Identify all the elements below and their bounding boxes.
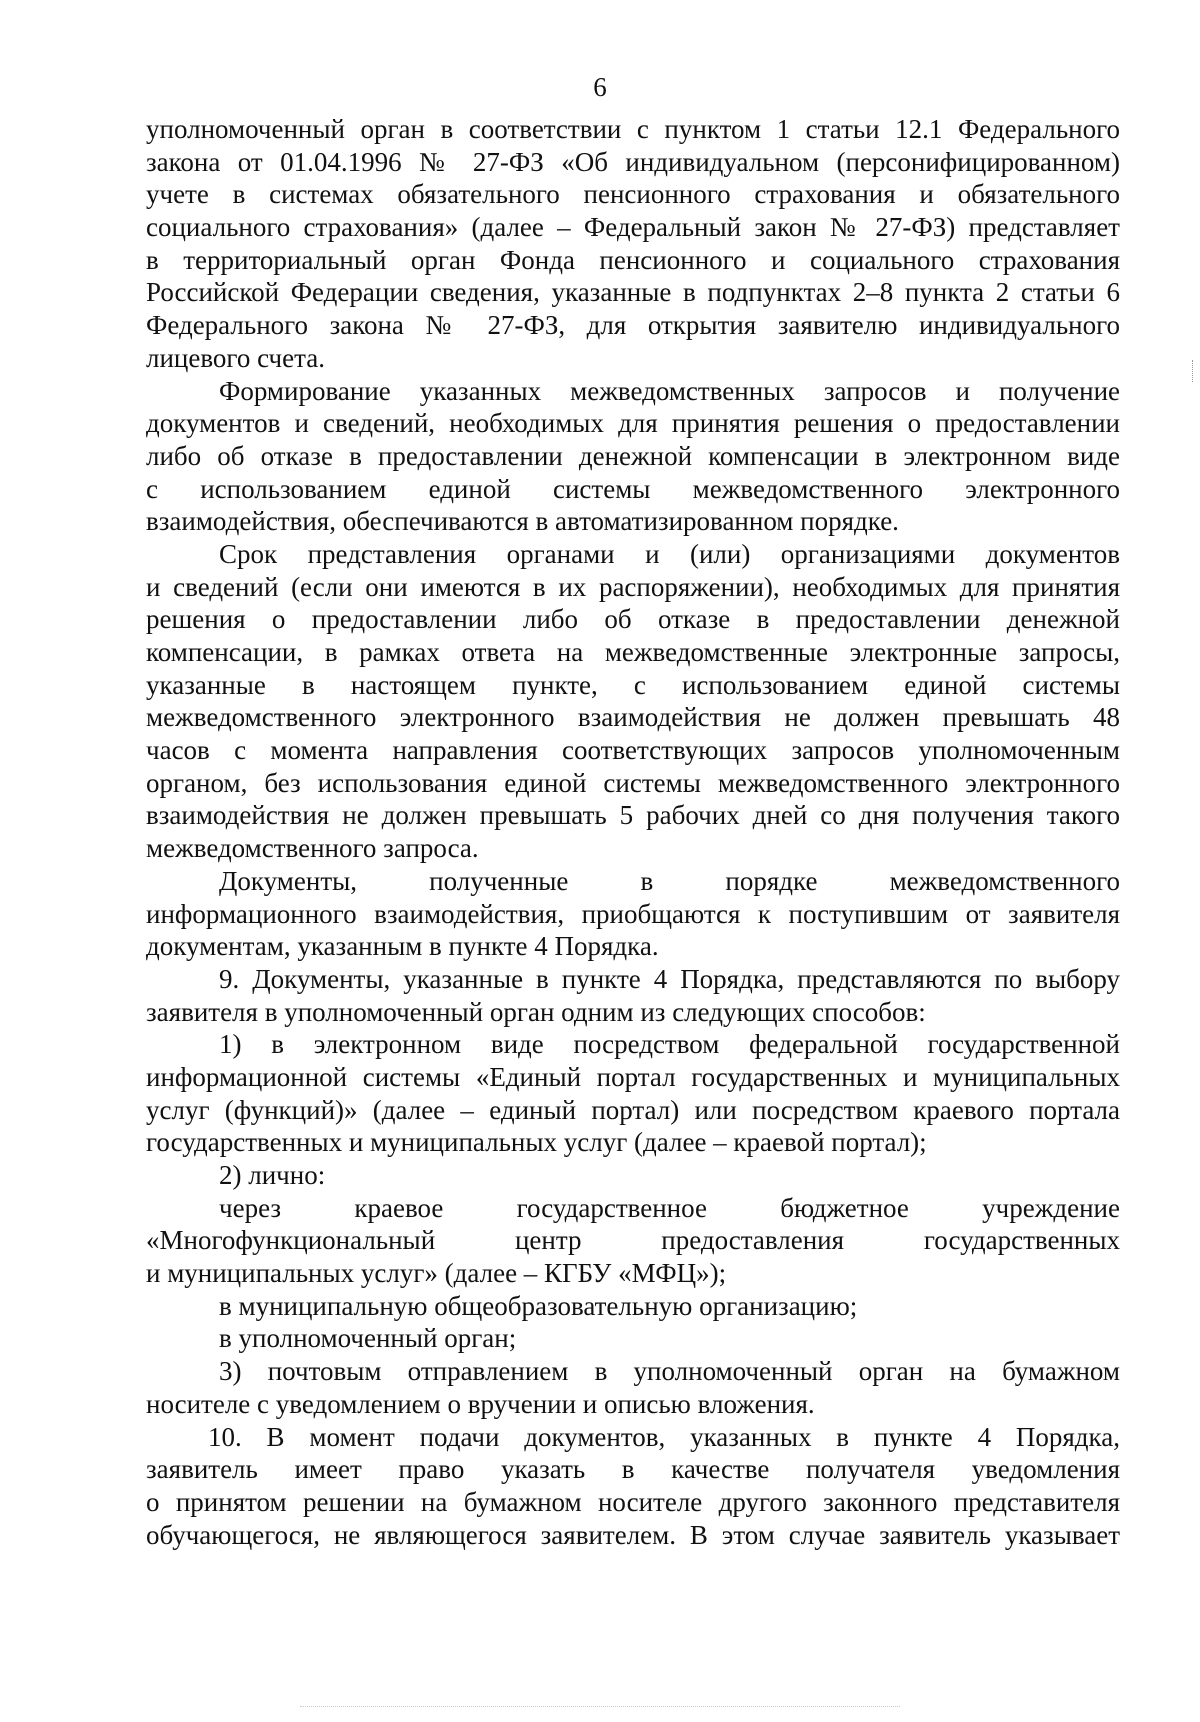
- text-line: Срок представления органами и (или) организациями документов: [219, 538, 1120, 569]
- text-line: с использованием единой системы межведомственного электронного: [146, 473, 1120, 504]
- text-line: часов с момента направления соответствующих запросов уполномоченным: [146, 735, 1120, 766]
- text-line: закона от 01.04.1996 № 27-ФЗ «Об индивидуальном (персонифицированном): [146, 146, 1120, 177]
- text-line: межведомственного запроса.: [146, 833, 479, 864]
- text-line: 10. В момент подачи документов, указанных в пункте 4 Порядка,: [208, 1421, 1120, 1452]
- text-line: 2) лично:: [219, 1160, 326, 1190]
- text-line: документам, указанным в пункте 4 Порядка.: [146, 931, 659, 962]
- text-line: органом, без использования единой системы межведомственного электронного: [146, 767, 1120, 798]
- text-line: «Многофункциональный центр предоставления государственных: [146, 1225, 1120, 1256]
- page-number: 6: [593, 72, 607, 102]
- text-line: через краевое государственное бюджетное учреждение: [219, 1192, 1120, 1223]
- text-line: 3) почтовым отправлением в уполномоченный орган на бумажном: [219, 1356, 1120, 1387]
- text-line: социального страхования» (далее – Федеральный закон № 27-ФЗ) представляет: [146, 212, 1120, 243]
- scan-artifact: [1192, 360, 1195, 382]
- text-line: заявителя в уполномоченный орган одним из следующих способов:: [146, 996, 926, 1027]
- text-line: информационной системы «Единый портал государственных и муниципальных: [146, 1061, 1120, 1092]
- text-line: учете в системах обязательного пенсионного страхования и обязательного: [146, 179, 1120, 210]
- text-line: Российской Федерации сведения, указанные в подпунктах 2–8 пункта 2 статьи 6: [146, 277, 1120, 308]
- text-line: взаимодействия не должен превышать 5 рабочих дней со дня получения такого: [146, 800, 1120, 831]
- text-line: в территориальный орган Фонда пенсионного и социального страхования: [146, 244, 1120, 275]
- text-line: государственных и муниципальных услуг (далее – краевой портал);: [146, 1127, 927, 1158]
- text-line: носителе с уведомлением о вручении и описью вложения.: [146, 1388, 815, 1419]
- text-line: 1) в электронном виде посредством федеральной государственной: [219, 1029, 1120, 1060]
- text-line: обучающегося, не являющегося заявителем. В этом случае заявитель указывает: [146, 1519, 1120, 1550]
- document-body: [146, 113, 1120, 1551]
- scan-artifact-bottom: [300, 1706, 900, 1709]
- text-line: документов и сведений, необходимых для принятия решения о предоставлении: [146, 408, 1120, 439]
- text-line: межведомственного электронного взаимодействия не должен превышать 48: [146, 702, 1120, 733]
- text-line: и сведений (если они имеются в их распоряжении), необходимых для принятия: [146, 571, 1120, 602]
- text-line: в уполномоченный орган;: [219, 1323, 517, 1354]
- text-line: решения о предоставлении либо об отказе в предоставлении денежной: [146, 604, 1120, 635]
- text-line: заявитель имеет право указать в качестве получателя уведомления: [146, 1454, 1120, 1485]
- text-line: указанные в настоящем пункте, с использованием единой системы: [146, 669, 1120, 700]
- text-line: и муниципальных услуг» (далее – КГБУ «МФЦ»);: [146, 1258, 727, 1289]
- text-line: услуг (функций)» (далее – единый портал) или посредством краевого портала: [146, 1094, 1120, 1125]
- text-line: уполномоченный орган в соответствии с пунктом 1 статьи 12.1 Федерального: [146, 114, 1120, 144]
- text-line: взаимодействия, обеспечиваются в автоматизированном порядке.: [146, 506, 899, 537]
- text-line: Федерального закона № 27-ФЗ, для открытия заявителю индивидуального: [146, 310, 1120, 341]
- text-line: лицевого счета.: [146, 342, 325, 373]
- text-line: 9. Документы, указанные в пункте 4 Порядка, представляются по выбору: [219, 963, 1120, 994]
- text-line: Документы, полученные в порядке межведомственного: [219, 865, 1120, 896]
- text-line: компенсации, в рамках ответа на межведомственные электронные запросы,: [146, 637, 1120, 667]
- text-line: Формирование указанных межведомственных запросов и получение: [219, 375, 1120, 406]
- text-line: информационного взаимодействия, приобщаются к поступившим от заявителя: [146, 898, 1120, 929]
- text-line: о принятом решении на бумажном носителе другого законного представителя: [146, 1486, 1120, 1517]
- text-line: в муниципальную общеобразовательную организацию;: [219, 1290, 858, 1321]
- text-line: либо об отказе в предоставлении денежной компенсации в электронном виде: [146, 440, 1120, 471]
